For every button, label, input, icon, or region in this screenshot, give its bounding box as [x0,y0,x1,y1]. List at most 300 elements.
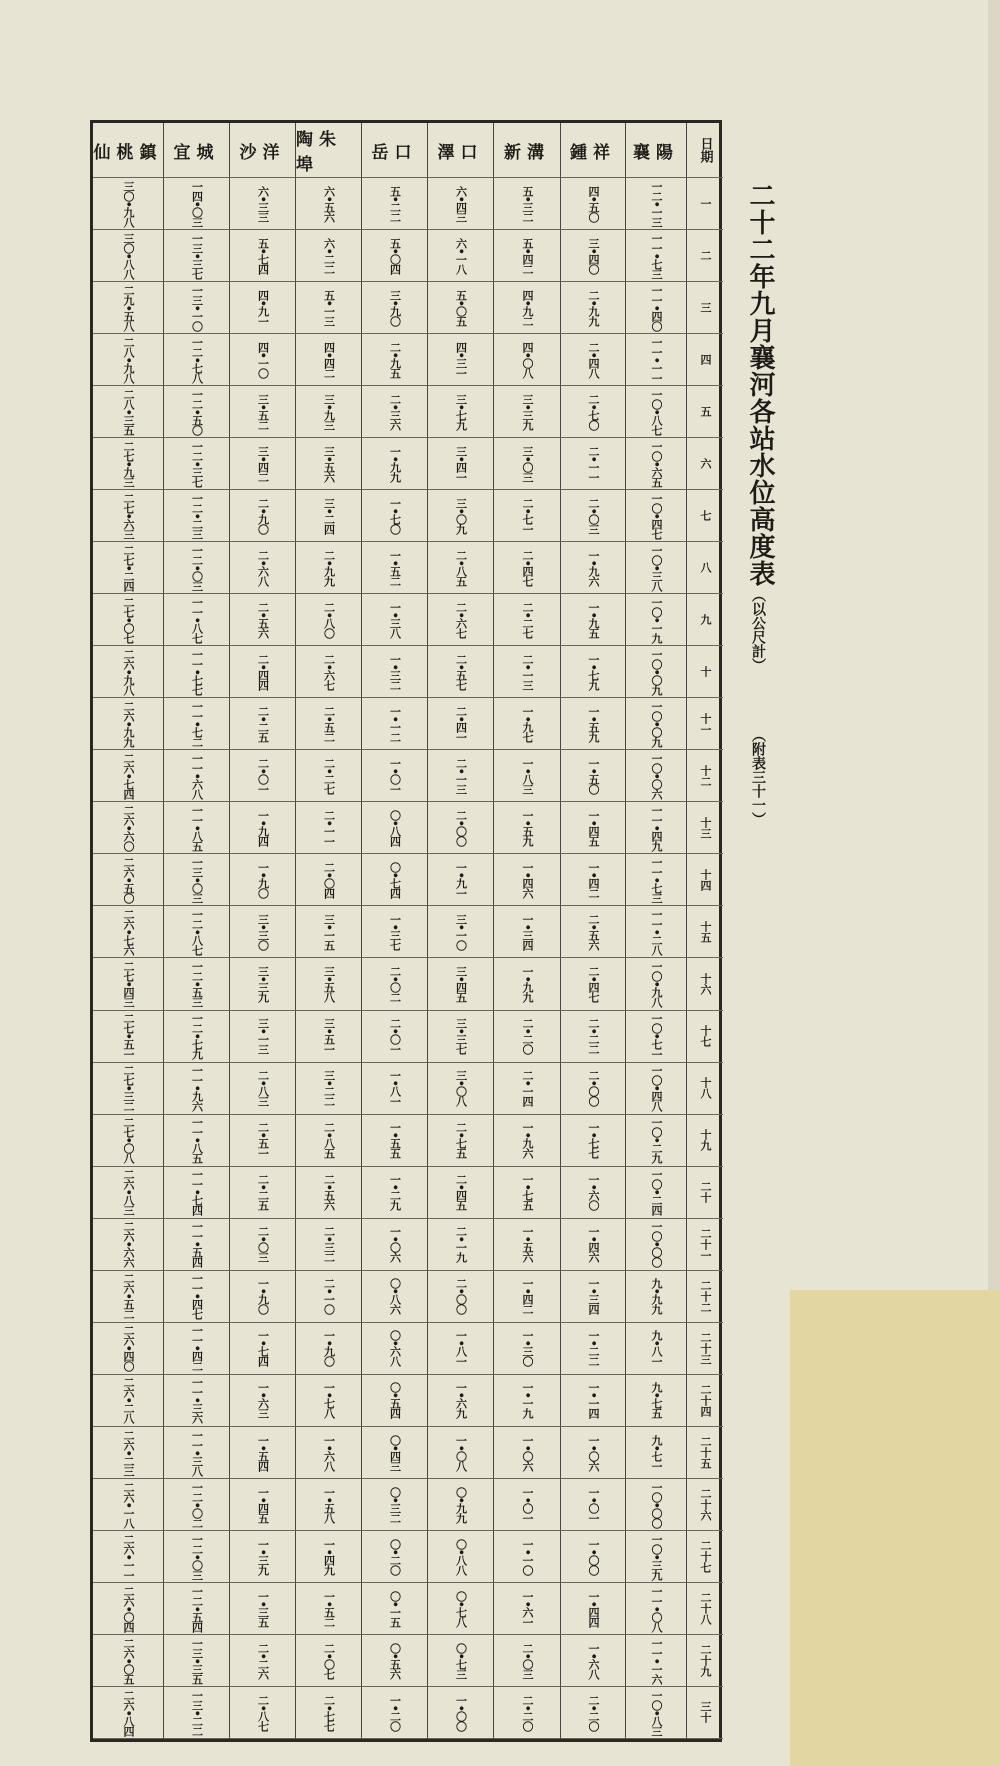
water-level-cell [93,854,163,906]
water-level-cell-text: 〇•八四 [388,810,402,846]
station-header [427,123,493,178]
water-level-cell-text: 一•六三 [256,1382,270,1419]
water-level-cell [229,1635,295,1687]
water-level-cell [493,802,560,854]
day-label [686,1479,723,1531]
water-level-cell-text: 二•二五 [256,1174,270,1210]
water-level-cell-text: 三•七九 [454,393,468,430]
water-level-cell-text: 一〇•三九 [650,1533,663,1580]
water-level-cell-text: 一〇•六五 [650,440,663,487]
water-level-cell [361,958,427,1010]
day-label [686,1323,723,1375]
water-level-cell-text: 六•五六 [322,185,336,222]
water-level-cell-text: 一三•三五 [190,1637,204,1684]
water-level-cell [625,1375,686,1427]
water-level-cell [493,1531,560,1583]
water-level-cell-text: 二六•七四 [122,753,135,799]
water-level-cell [625,646,686,698]
water-level-cell [229,1167,295,1219]
water-level-cell-text: 二•七五 [454,1122,468,1158]
water-level-cell-text: 一•三八 [388,601,402,638]
day-label-text: 二十五 [699,1435,712,1469]
water-level-cell [229,1427,295,1479]
water-level-cell [295,386,361,438]
water-level-cell-text: 一•二九 [388,1174,402,1210]
water-level-cell [625,1427,686,1479]
water-level-cell [560,1427,625,1479]
water-level-cell [493,1583,560,1635]
water-level-cell [361,698,427,750]
water-level-cell [295,178,361,230]
water-level-cell-text: 一•五四 [256,1434,270,1471]
water-level-cell-text: 五•〇五 [454,289,468,326]
water-level-cell [427,438,493,490]
water-level-cell-text: 二六•九八 [122,649,135,695]
water-level-cell-text: 二•九九 [587,289,600,326]
day-label [686,802,723,854]
water-level-cell-text: 二•八七 [256,1694,270,1731]
water-level-cell-text: 一一•七三 [650,232,663,279]
water-level-cell [163,802,229,854]
water-level-cell-text: 一•三七 [388,914,402,950]
water-level-cell [229,438,295,490]
water-level-cell [560,1011,625,1063]
day-label-text: 八 [699,562,712,574]
water-level-cell [295,1011,361,1063]
water-level-cell [93,438,163,490]
water-level-cell [93,698,163,750]
water-level-cell-text: 二•六七 [322,654,336,690]
water-level-cell-text: 一二•〇三 [190,544,204,591]
water-level-cell [93,490,163,542]
water-level-cell [560,542,625,594]
water-level-cell-text: 一〇•〇六 [650,753,663,799]
water-level-cell [361,1115,427,1167]
water-level-cell [493,334,560,386]
water-level-cell-text: 二•五六 [587,914,600,950]
water-level-cell [163,1635,229,1687]
water-level-cell [427,1635,493,1687]
water-level-cell [93,230,163,282]
water-level-cell-text: 一•〇一 [587,1486,600,1523]
water-level-cell-text: 一〇•〇〇 [650,1221,663,1267]
water-level-cell [361,1323,427,1375]
water-level-cell [361,594,427,646]
day-label-text: 二十三 [699,1331,712,1365]
water-level-cell-text: 三•二二 [322,1070,336,1106]
water-level-cell-text: 一二•七八 [190,336,204,383]
water-level-cell [295,698,361,750]
water-level-cell [295,1219,361,1271]
water-level-cell-text: 〇•二〇 [388,1538,402,1575]
water-level-cell-text: 一•五六 [521,1226,534,1262]
water-level-cell [493,1115,560,1167]
water-level-cell-text: 二•九〇 [256,497,270,534]
water-level-cell-text: 二•八五 [322,1122,336,1158]
water-level-cell [295,1427,361,1479]
water-level-cell [427,1323,493,1375]
water-level-cell-text: 〇•八六 [388,1278,402,1315]
water-level-cell [295,542,361,594]
water-level-cell-text: 二七•〇八 [122,1117,135,1163]
day-label-text: 十 [699,666,712,678]
water-level-cell-text: 一•九〇 [256,862,270,898]
water-level-cell [493,906,560,958]
day-label [686,958,723,1010]
water-level-cell-text: 二七•三二 [122,1065,135,1111]
water-level-cell [295,906,361,958]
water-level-cell [361,386,427,438]
water-level-cell [163,1687,229,1739]
water-level-cell [163,1219,229,1271]
water-level-cell [93,906,163,958]
day-label [686,178,723,230]
day-label [686,1167,723,1219]
water-level-cell-text: 九•九九 [650,1278,663,1315]
day-label [686,1635,723,1687]
water-level-cell-text: 一•四九 [322,1538,336,1575]
water-level-cell [493,1011,560,1063]
water-level-cell [560,1323,625,1375]
water-level-cell [560,1635,625,1687]
water-level-cell [625,1635,686,1687]
day-label [686,490,723,542]
day-label-text: 三十 [699,1701,712,1724]
water-level-cell-text: 一二•五三 [190,961,204,1007]
day-label [686,698,723,750]
water-level-cell-text: 二•二七 [521,601,534,638]
water-level-cell [361,178,427,230]
water-level-cell [93,646,163,698]
water-level-cell-text: 一•五五 [388,1122,402,1158]
water-level-cell [229,542,295,594]
water-level-cell [229,698,295,750]
unit-note: （以公尺計） [750,588,766,672]
water-level-cell-text: 二•二七 [322,758,336,794]
water-level-cell [427,1167,493,1219]
water-level-cell-text: 一一•四七 [190,1273,204,1320]
water-level-cell-text: 一〇•九八 [650,961,663,1007]
water-level-cell-text: 一•三五 [256,1590,270,1627]
water-level-cell [295,1635,361,1687]
water-level-cell [163,1323,229,1375]
water-level-cell-text: 一•一二 [388,706,402,742]
water-level-cell-text: 二•五二 [322,706,336,742]
water-level-cell [295,594,361,646]
water-level-cell-text: 一一•七三 [650,857,663,903]
water-level-cell [625,802,686,854]
water-level-cell [625,334,686,386]
water-level-cell [560,282,625,334]
water-level-cell [625,1271,686,1323]
water-level-cell-text: 二•〇七 [322,1642,336,1679]
water-level-cell-text: 二•四一 [454,706,468,742]
water-level-cell-text: 一〇•〇九 [650,649,663,695]
day-label [686,1115,723,1167]
water-level-cell [229,750,295,802]
water-level-cell-text: 三•一〇 [454,914,468,950]
water-level-cell-text: 一二•〇三 [190,1533,204,1580]
water-level-cell-text: 二•三六 [388,393,402,430]
water-level-cell-text: 二六•二八 [122,1377,135,1424]
water-level-cell-text: 二•五一 [256,1122,270,1158]
water-level-cell [93,802,163,854]
water-level-cell [93,1635,163,1687]
water-level-cell [163,646,229,698]
water-level-cell [163,1427,229,1479]
water-level-cell [493,1167,560,1219]
day-label-text: 十四 [699,868,712,891]
water-level-cell [427,750,493,802]
water-level-cell-text: 三•四〇 [587,237,600,274]
water-level-cell-text: 一〇•四八 [650,1065,663,1111]
water-level-cell-text: 一〇•八七 [650,388,663,435]
day-label [686,1063,723,1115]
water-level-cell [295,802,361,854]
day-label-text: 十六 [699,973,712,995]
water-level-cell [93,178,163,230]
water-level-cell [625,178,686,230]
station-header-text: 襄陽 [633,142,679,163]
water-level-cell [229,230,295,282]
station-header [361,123,427,178]
water-level-cell [361,802,427,854]
water-level-cell-text: 一•九一 [454,862,468,898]
water-level-cell [361,1687,427,1739]
water-level-cell [361,750,427,802]
water-level-cell [560,698,625,750]
water-level-cell [560,1271,625,1323]
water-level-cell [361,1167,427,1219]
water-level-cell-text: 四•九二 [521,289,534,326]
day-label-text: 十五 [699,920,712,943]
water-level-cell-text: 二六•〇四 [122,1585,135,1632]
water-level-cell-text: 二六•一一 [122,1533,135,1580]
day-label-text: 九 [699,614,712,626]
water-level-cell [229,594,295,646]
water-level-cell-text: 二•二〇 [521,1018,534,1054]
water-level-cell-text: 二六•六〇 [122,805,135,851]
water-level-cell [427,334,493,386]
water-level-cell-text: 二七•四三 [122,961,135,1007]
water-level-cell-text: 一•〇一 [521,1486,534,1523]
water-level-cell [625,1167,686,1219]
water-level-cell [427,1427,493,1479]
water-level-cell-text: 五•四二 [521,237,534,274]
water-level-cell-text: 一一•八七 [190,596,204,643]
water-level-cell [427,542,493,594]
water-level-cell [229,1115,295,1167]
water-level-cell-text: 一〇•三八 [650,544,663,591]
water-level-cell [163,230,229,282]
water-level-cell-text: 〇•五六 [388,1642,402,1679]
water-level-cell-text: 一•六〇 [587,1174,600,1210]
water-level-cell-text: 一一•九六 [190,1065,204,1111]
water-level-cell-text: 二•〇一 [256,758,270,794]
water-level-cell [295,1323,361,1375]
water-level-cell-text: 二八•三五 [122,388,135,435]
water-level-cell-text: 一•七五 [521,1174,534,1210]
water-level-cell-text: 二•一三 [454,758,468,794]
water-level-cell-text: 三•五八 [322,966,336,1002]
water-level-cell-text: 一•九六 [521,1122,534,1158]
water-level-cell [560,1583,625,1635]
water-level-cell-text: 六•三三 [256,185,270,222]
water-level-cell-text: 一•七四 [256,1330,270,1367]
water-level-cell-text: 二•九九 [322,549,336,586]
water-level-cell-text: 三•三九 [521,393,534,430]
water-level-cell-text: 一一•四九 [650,805,663,851]
water-level-cell-text: 二•三二 [322,1226,336,1262]
date-header-text: 日期 [697,137,713,163]
water-level-cell [427,1375,493,1427]
water-level-cell [229,906,295,958]
water-level-cell [361,1531,427,1583]
water-level-cell-text: 一•二二 [587,1330,600,1367]
water-level-cell [361,1583,427,1635]
water-level-cell-text: 一一•二八 [650,909,663,955]
water-level-cell-text: 一•〇六 [521,1434,534,1471]
water-level-cell-text: 二•九五 [388,341,402,378]
water-level-cell-text: 九•八一 [650,1330,663,1367]
water-level-cell [295,1375,361,1427]
water-level-cell [93,1063,163,1115]
water-level-cell [163,1479,229,1531]
water-level-cell-text: 三•五一 [322,1018,336,1054]
water-level-cell [625,1011,686,1063]
water-level-cell [560,1115,625,1167]
water-level-cell [427,178,493,230]
water-level-cell-text: 一一•七二 [190,701,204,747]
water-level-cell [427,1687,493,1739]
water-level-cell-text: 一〇•八三 [650,1689,663,1736]
station-header-text: 沙洋 [239,142,286,163]
water-level-cell-text: 一二•二三 [190,492,204,539]
underlying-page-patch [790,1290,1000,1766]
water-level-cell-text: 一〇•二九 [650,1117,663,1163]
water-level-cell [93,1687,163,1739]
water-level-cell [93,1115,163,1167]
water-level-cell-text: 一三•三七 [190,232,204,279]
water-level-cell-text: 〇•八八 [454,1538,468,1575]
water-level-cell [229,1219,295,1271]
water-level-cell [163,542,229,594]
water-level-cell-text: 三•〇九 [454,497,468,534]
water-level-cell-text: 二•一一 [587,445,600,482]
water-level-cell [295,490,361,542]
water-level-cell [93,594,163,646]
water-level-cell-text: 〇•七四 [388,862,402,898]
water-level-cell [427,1063,493,1115]
water-level-cell-text: 三•二四 [322,497,336,534]
water-level-cell [163,438,229,490]
water-level-cell-text: 一•九六 [587,549,600,586]
water-level-cell-text: 二六•九九 [122,701,135,747]
water-level-cell [93,958,163,1010]
water-level-cell [163,906,229,958]
water-level-cell-text: 二•五六 [256,601,270,638]
water-level-cell [361,438,427,490]
water-level-cell [93,542,163,594]
water-level-cell-text: 一•九九 [388,445,402,482]
water-level-cell [493,1427,560,1479]
day-label [686,334,723,386]
water-level-cell [625,958,686,1010]
water-level-cell [493,1375,560,1427]
water-level-cell-text: 二•〇〇 [454,1278,468,1315]
water-level-cell [361,1271,427,1323]
water-level-cell [361,1011,427,1063]
water-level-cell [493,958,560,1010]
water-level-cell-text: 一〇•一九 [650,596,663,643]
water-level-cell [493,1219,560,1271]
water-level-cell-text: 三•九〇 [388,289,402,326]
station-header [163,123,229,178]
water-level-cell [295,230,361,282]
water-level-cell-text: 一一•四〇 [650,284,663,331]
water-level-cell-text: 二•四七 [587,966,600,1002]
water-level-cell [295,1583,361,1635]
water-level-cell [493,1271,560,1323]
water-level-cell [427,490,493,542]
day-label-text: 二十九 [699,1643,712,1677]
water-level-cell-text: 一•三二 [388,654,402,690]
water-level-cell-text: 二•〇〇 [587,1070,600,1106]
water-level-cell [625,438,686,490]
water-level-cell [229,1271,295,1323]
water-level-cell-text: 一二•七九 [190,1013,204,1059]
water-level-cell-text: 一•五二 [322,1590,336,1627]
water-level-cell-text: 一二•五〇 [190,388,204,435]
water-level-cell-text: 二•四七 [521,549,534,586]
water-level-cell-text: 三•〇三 [521,445,534,482]
water-level-cell-text: 一•七〇 [388,497,402,534]
water-level-cell-text: 一•一〇 [521,1538,534,1575]
day-label-text: 十三 [699,816,712,839]
water-level-cell [560,178,625,230]
water-level-cell-text: 一〇•七一 [650,1013,663,1059]
water-level-cell-text: 一四•〇三 [190,180,204,227]
water-level-cell [93,1167,163,1219]
water-level-cell-text: 五•三二 [521,185,534,222]
water-level-cell [295,334,361,386]
water-level-cell-text: 一一•七四 [190,1169,204,1215]
water-level-cell [625,230,686,282]
day-label-text: 二十八 [699,1591,712,1625]
water-level-cell [493,646,560,698]
water-level-cell [361,230,427,282]
day-label-text: 六 [699,458,712,470]
water-level-cell [163,1375,229,1427]
water-level-cell-text: 三•一五 [322,914,336,950]
water-level-cell-text: 二六•七六 [122,909,135,955]
water-level-cell-text: 一•六一 [521,1590,534,1627]
day-label-text: 二十 [699,1181,712,1204]
water-level-cell-text: 一一•六八 [190,753,204,799]
water-level-cell-text: 一一•〇八 [650,1585,663,1632]
water-level-cell [560,750,625,802]
water-level-cell-text: 一三•二二 [190,1689,204,1736]
water-level-cell-text: 一二•八七 [190,909,204,955]
water-level-cell-text: 一•〇一 [388,758,402,794]
water-level-cell [427,646,493,698]
water-level-cell [427,1011,493,1063]
water-level-cell [361,1479,427,1531]
water-level-cell-text: 一•五八 [322,1486,336,1523]
water-level-cell-text: 二六•〇五 [122,1637,135,1684]
water-level-cell [625,906,686,958]
water-level-cell-text: 五•二二 [388,185,402,222]
